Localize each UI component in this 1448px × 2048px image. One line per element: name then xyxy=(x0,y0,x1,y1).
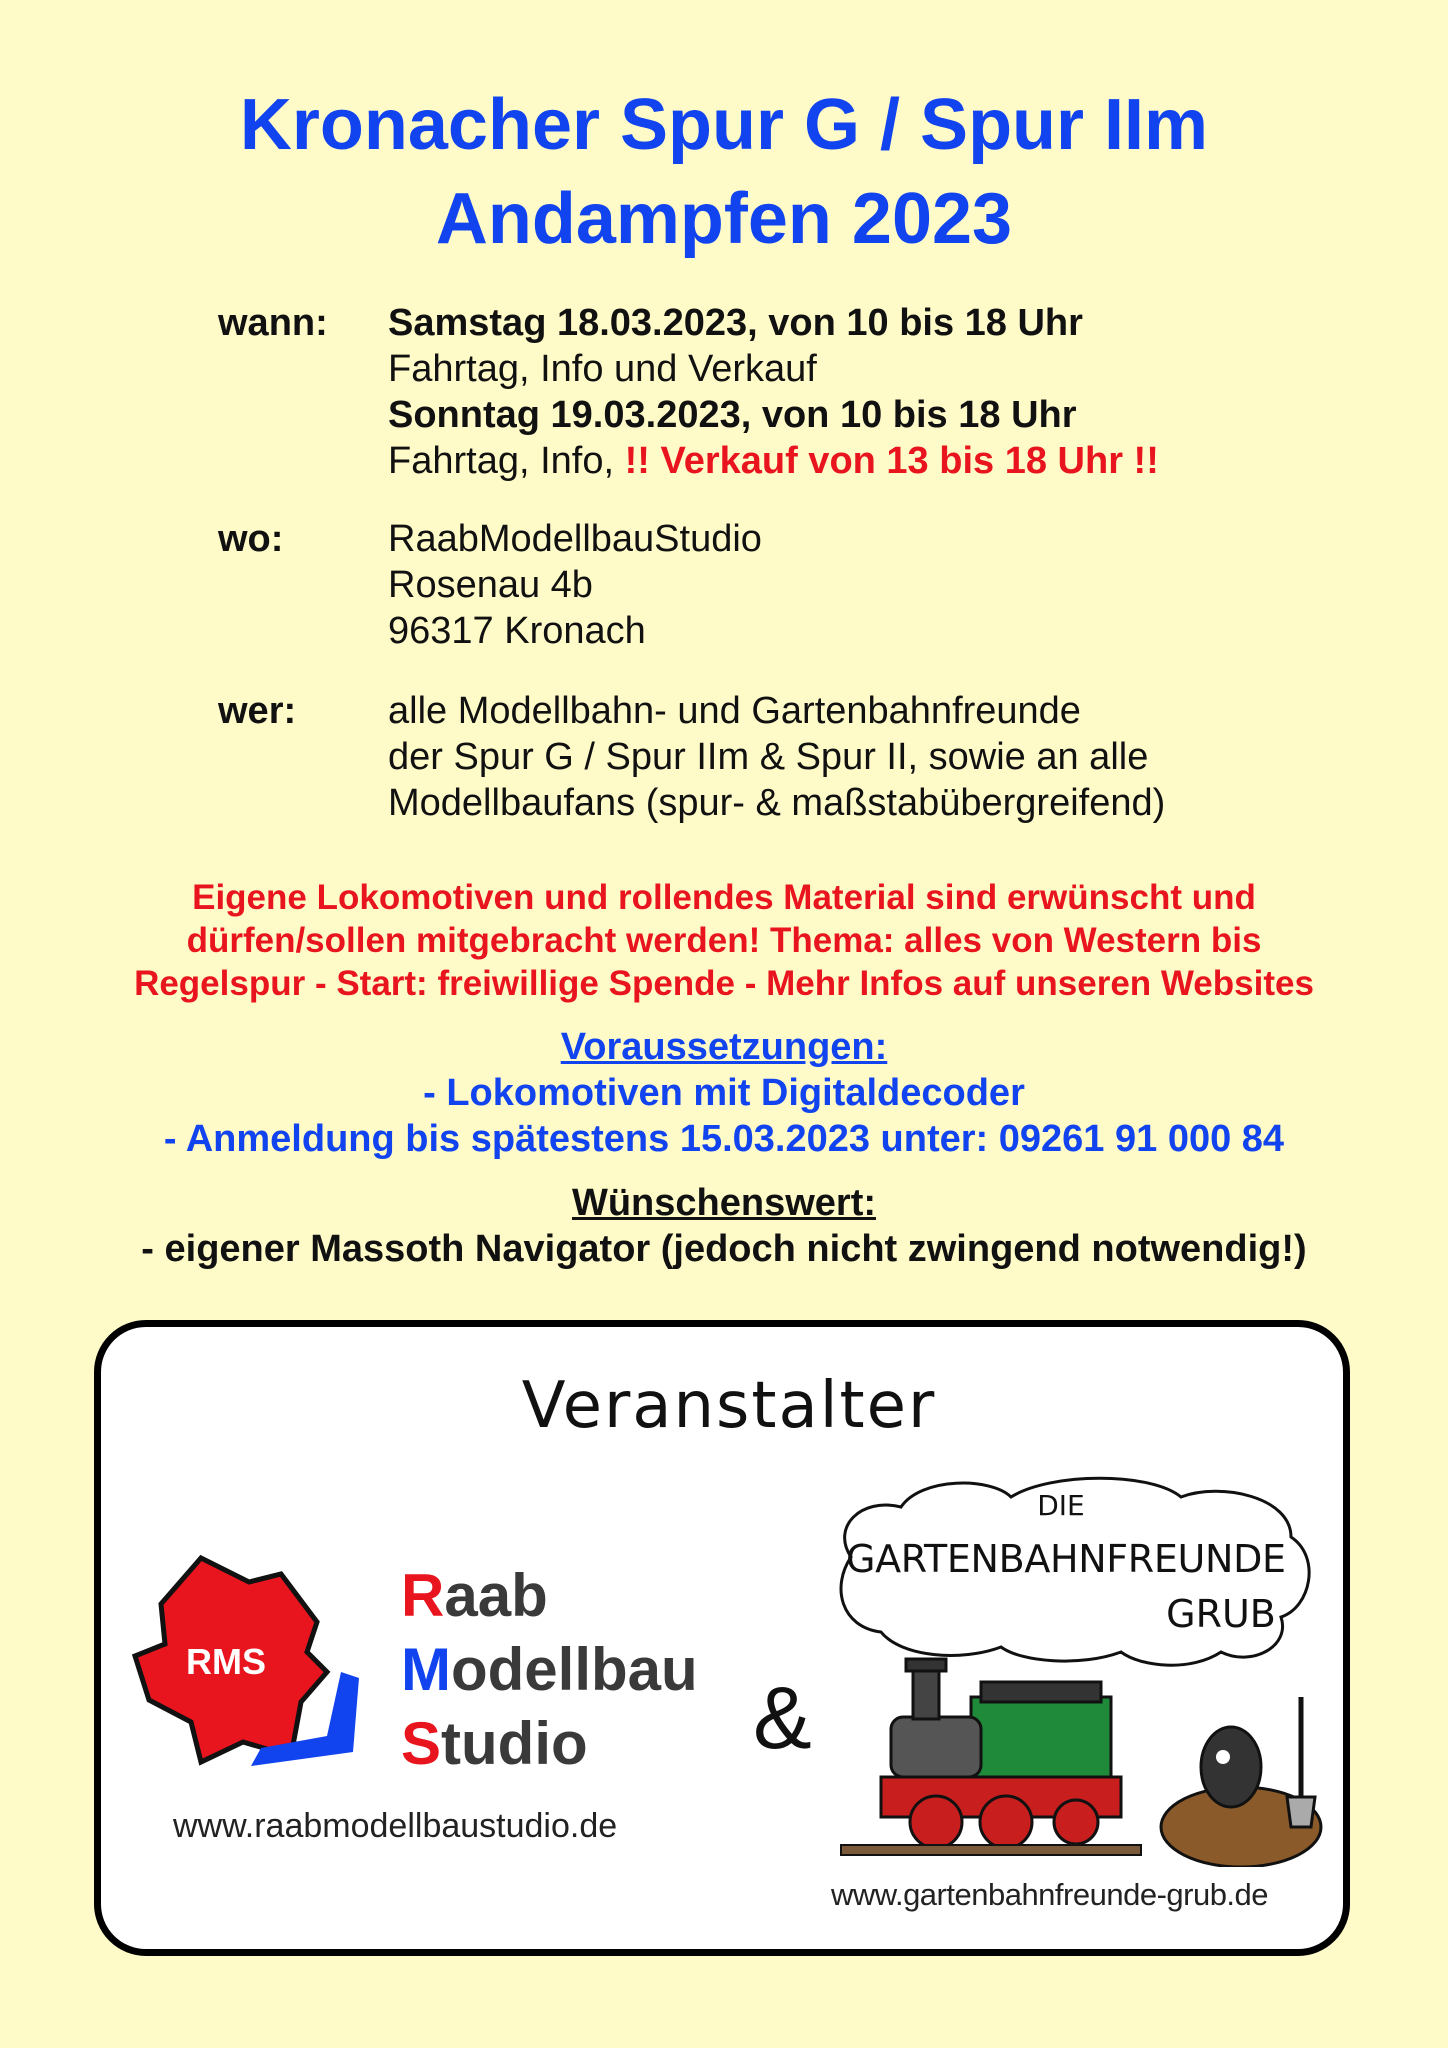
desirable-block xyxy=(0,1180,1448,1272)
requirement-item-2: - Anmeldung bis spätestens 15.03.2023 unter: 09261 91 000 84 xyxy=(163,1118,1285,1160)
rms-logo xyxy=(131,1552,371,1782)
poster-title xyxy=(0,78,1448,266)
desirable-item-1: - eigener Massoth Navigator (jedoch nicht zwingend notwendig!) xyxy=(141,1228,1307,1270)
day2-desc-prefix: Fahrtag, Info, xyxy=(388,440,615,482)
title-line-2: Andampfen 2023 xyxy=(435,179,1013,259)
organizer-heading: Veranstalter xyxy=(521,1369,937,1443)
rms-word-modellbau-rest: odellbau xyxy=(450,1636,698,1703)
who-line-2: der Spur G / Spur IIm & Spur II, sowie an alle xyxy=(388,736,1149,778)
notice-block xyxy=(0,876,1448,1005)
requirement-item-1: - Lokomotiven mit Digitaldecoder xyxy=(423,1072,1025,1114)
rms-website-link[interactable]: www.raabmodellbaustudio.de xyxy=(173,1807,618,1845)
rms-name xyxy=(401,1559,698,1781)
day2-date: Sonntag 19.03.2023, von 10 bis 18 Uhr xyxy=(388,394,1077,436)
rms-word-raab-rest: aab xyxy=(444,1562,548,1629)
organizer-box xyxy=(94,1320,1350,1956)
ampersand: & xyxy=(753,1668,812,1767)
notice-line-2: dürfen/sollen mitgebracht werden! Thema: alles von Western bis xyxy=(186,921,1262,960)
rms-word-studio-rest: tudio xyxy=(441,1710,588,1777)
mole-icon xyxy=(1161,1697,1321,1867)
day1-date: Samstag 18.03.2023, von 10 bis 18 Uhr xyxy=(388,302,1083,344)
who-line-3: Modellbaufans (spur- & maßstabübergreifend) xyxy=(388,782,1166,824)
notice-line-3: Regelspur - Start: freiwillige Spende - Mehr Infos auf unseren Websites xyxy=(134,964,1314,1003)
requirements-block xyxy=(0,1024,1448,1162)
locomotive-icon xyxy=(841,1659,1141,1855)
where-line-1: RaabModellbauStudio xyxy=(388,518,762,560)
day1-desc: Fahrtag, Info und Verkauf xyxy=(388,348,817,390)
grub-text-die: DIE xyxy=(1037,1489,1085,1522)
notice-line-1: Eigene Lokomotiven und rollendes Material sind erwünscht und xyxy=(192,878,1256,917)
title-line-1: Kronacher Spur G / Spur IIm xyxy=(239,85,1209,165)
day2-desc xyxy=(388,438,1288,484)
day2-sale-highlight: !! Verkauf von 13 bis 18 Uhr !! xyxy=(624,440,1159,482)
rms-letter-r: R xyxy=(401,1562,445,1629)
where-line-2: Rosenau 4b xyxy=(388,564,593,606)
who-label: wer: xyxy=(218,690,297,732)
desirable-heading: Wünschenswert: xyxy=(571,1182,877,1224)
grub-text-gartenbahnfreunde: GARTENBAHNFREUNDE xyxy=(846,1537,1286,1581)
grub-text-grub: GRUB xyxy=(1166,1592,1276,1636)
requirements-heading: Voraussetzungen: xyxy=(560,1026,888,1068)
rms-badge-text: RMS xyxy=(186,1641,266,1682)
where-label: wo: xyxy=(218,518,284,560)
rms-letter-m: M xyxy=(401,1636,451,1703)
rms-letter-s: S xyxy=(401,1710,442,1777)
when-label: wann: xyxy=(218,302,328,344)
who-line-1: alle Modellbahn- und Gartenbahnfreunde xyxy=(388,690,1081,732)
grub-website-link[interactable]: www.gartenbahnfreunde-grub.de xyxy=(831,1877,1269,1912)
gartenbahnfreunde-logo xyxy=(821,1467,1341,1867)
where-line-3: 96317 Kronach xyxy=(388,610,646,652)
